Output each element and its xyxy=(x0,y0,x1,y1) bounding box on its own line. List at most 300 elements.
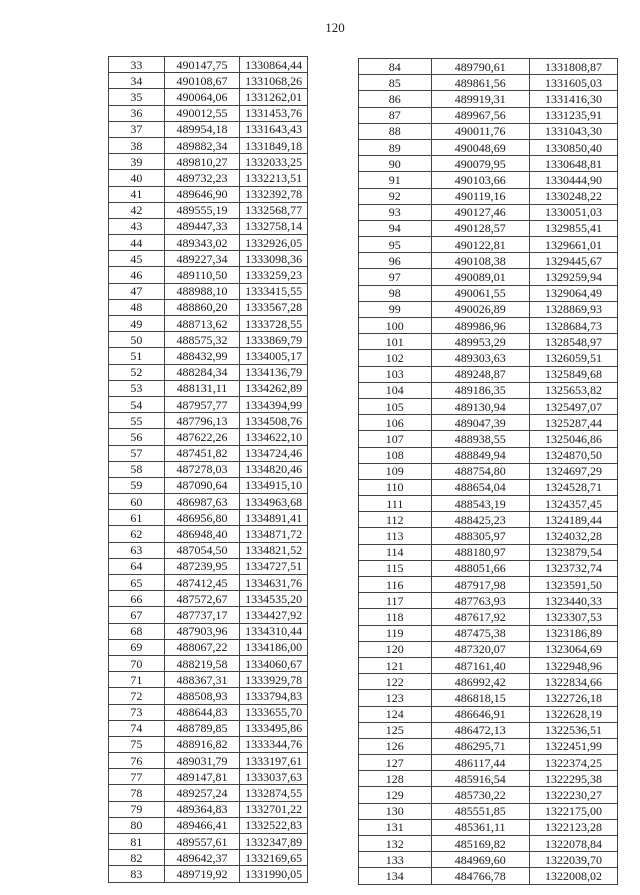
y-coordinate-cell: 1329855,41 xyxy=(529,220,617,236)
table-row xyxy=(109,348,308,364)
y-coordinate-cell: 1332568,77 xyxy=(240,202,308,218)
y-coordinate-cell: 1332213,51 xyxy=(240,170,308,186)
y-coordinate-cell: 1331235,91 xyxy=(529,107,617,123)
y-coordinate-cell: 1328548,97 xyxy=(529,334,617,350)
point-number-cell: 72 xyxy=(109,688,165,704)
y-coordinate-cell: 1322628,19 xyxy=(529,706,617,722)
x-coordinate-cell: 489364,83 xyxy=(164,801,240,817)
x-coordinate-cell: 487903,96 xyxy=(164,623,240,639)
x-coordinate-cell: 488938,55 xyxy=(431,431,529,447)
table-row xyxy=(109,542,308,558)
y-coordinate-cell: 1334535,20 xyxy=(240,591,308,607)
x-coordinate-cell: 489257,24 xyxy=(164,785,240,801)
table-row xyxy=(109,558,308,574)
x-coordinate-cell: 485169,82 xyxy=(431,836,529,852)
x-coordinate-cell: 486818,15 xyxy=(431,690,529,706)
y-coordinate-cell: 1334310,44 xyxy=(240,623,308,639)
x-coordinate-cell: 487320,07 xyxy=(431,641,529,657)
point-number-cell: 64 xyxy=(109,558,165,574)
y-coordinate-cell: 1331605,03 xyxy=(529,75,617,91)
y-coordinate-cell: 1333098,36 xyxy=(240,251,308,267)
table-row xyxy=(109,510,308,526)
y-coordinate-cell: 1334724,46 xyxy=(240,445,308,461)
x-coordinate-cell: 490108,38 xyxy=(431,253,529,269)
table-row xyxy=(359,609,618,625)
table-row xyxy=(359,690,618,706)
y-coordinate-cell: 1334060,67 xyxy=(240,655,308,671)
point-number-cell: 90 xyxy=(359,156,432,172)
table-row xyxy=(359,382,618,398)
table-row xyxy=(109,316,308,332)
x-coordinate-cell: 489882,34 xyxy=(164,137,240,153)
x-coordinate-cell: 488860,20 xyxy=(164,299,240,315)
table-row xyxy=(109,299,308,315)
table-row xyxy=(109,267,308,283)
point-number-cell: 113 xyxy=(359,528,432,544)
table-row xyxy=(359,544,618,560)
x-coordinate-cell: 488713,62 xyxy=(164,316,240,332)
table-row xyxy=(359,836,618,852)
y-coordinate-cell: 1334427,92 xyxy=(240,607,308,623)
table-row xyxy=(109,137,308,153)
y-coordinate-cell: 1330850,40 xyxy=(529,139,617,155)
x-coordinate-cell: 487763,93 xyxy=(431,593,529,609)
x-coordinate-cell: 487622,26 xyxy=(164,429,240,445)
y-coordinate-cell: 1322123,28 xyxy=(529,819,617,835)
table-row xyxy=(359,318,618,334)
table-row xyxy=(359,398,618,414)
point-number-cell: 43 xyxy=(109,218,165,234)
x-coordinate-cell: 489861,56 xyxy=(431,75,529,91)
point-number-cell: 97 xyxy=(359,269,432,285)
x-coordinate-cell: 488849,94 xyxy=(431,447,529,463)
x-coordinate-cell: 487278,03 xyxy=(164,461,240,477)
point-number-cell: 67 xyxy=(109,607,165,623)
point-number-cell: 107 xyxy=(359,431,432,447)
point-number-cell: 42 xyxy=(109,202,165,218)
table-row xyxy=(359,657,618,673)
point-number-cell: 115 xyxy=(359,560,432,576)
point-number-cell: 132 xyxy=(359,836,432,852)
y-coordinate-cell: 1331849,18 xyxy=(240,137,308,153)
y-coordinate-cell: 1334915,10 xyxy=(240,477,308,493)
point-number-cell: 52 xyxy=(109,364,165,380)
y-coordinate-cell: 1323732,74 xyxy=(529,560,617,576)
table-row xyxy=(109,801,308,817)
y-coordinate-cell: 1334727,51 xyxy=(240,558,308,574)
y-coordinate-cell: 1323440,33 xyxy=(529,593,617,609)
table-row xyxy=(109,121,308,137)
point-number-cell: 99 xyxy=(359,301,432,317)
point-number-cell: 105 xyxy=(359,398,432,414)
point-number-cell: 41 xyxy=(109,186,165,202)
point-number-cell: 85 xyxy=(359,75,432,91)
y-coordinate-cell: 1331643,43 xyxy=(240,121,308,137)
table-row xyxy=(359,577,618,593)
table-row xyxy=(109,672,308,688)
point-number-cell: 92 xyxy=(359,188,432,204)
table-row xyxy=(359,253,618,269)
point-number-cell: 69 xyxy=(109,639,165,655)
table-row xyxy=(109,380,308,396)
point-number-cell: 100 xyxy=(359,318,432,334)
table-row xyxy=(359,593,618,609)
x-coordinate-cell: 489147,81 xyxy=(164,769,240,785)
x-coordinate-cell: 485551,85 xyxy=(431,803,529,819)
x-coordinate-cell: 487475,38 xyxy=(431,625,529,641)
y-coordinate-cell: 1325287,44 xyxy=(529,415,617,431)
table-row xyxy=(109,639,308,655)
point-number-cell: 129 xyxy=(359,787,432,803)
x-coordinate-cell: 485730,22 xyxy=(431,787,529,803)
table-row xyxy=(109,202,308,218)
x-coordinate-cell: 486295,71 xyxy=(431,738,529,754)
x-coordinate-cell: 487054,50 xyxy=(164,542,240,558)
table-row xyxy=(109,494,308,510)
y-coordinate-cell: 1324528,71 xyxy=(529,479,617,495)
point-number-cell: 110 xyxy=(359,479,432,495)
y-coordinate-cell: 1334394,99 xyxy=(240,396,308,412)
x-coordinate-cell: 489466,41 xyxy=(164,817,240,833)
x-coordinate-cell: 487451,82 xyxy=(164,445,240,461)
y-coordinate-cell: 1325046,86 xyxy=(529,431,617,447)
point-number-cell: 112 xyxy=(359,512,432,528)
x-coordinate-cell: 488916,82 xyxy=(164,736,240,752)
x-coordinate-cell: 488219,58 xyxy=(164,655,240,671)
point-number-cell: 73 xyxy=(109,704,165,720)
point-number-cell: 53 xyxy=(109,380,165,396)
y-coordinate-cell: 1325497,07 xyxy=(529,398,617,414)
y-coordinate-cell: 1332874,55 xyxy=(240,785,308,801)
x-coordinate-cell: 489447,33 xyxy=(164,218,240,234)
point-number-cell: 93 xyxy=(359,204,432,220)
x-coordinate-cell: 490128,57 xyxy=(431,220,529,236)
table-row xyxy=(109,817,308,833)
point-number-cell: 88 xyxy=(359,123,432,139)
x-coordinate-cell: 485916,54 xyxy=(431,771,529,787)
x-coordinate-cell: 488067,22 xyxy=(164,639,240,655)
table-row xyxy=(359,75,618,91)
point-number-cell: 71 xyxy=(109,672,165,688)
table-row xyxy=(359,738,618,754)
y-coordinate-cell: 1331453,76 xyxy=(240,105,308,121)
point-number-cell: 66 xyxy=(109,591,165,607)
table-row xyxy=(359,674,618,690)
x-coordinate-cell: 489719,92 xyxy=(164,866,240,882)
x-coordinate-cell: 489555,19 xyxy=(164,202,240,218)
y-coordinate-cell: 1334136,79 xyxy=(240,364,308,380)
x-coordinate-cell: 488425,23 xyxy=(431,512,529,528)
table-row xyxy=(109,688,308,704)
x-coordinate-cell: 487917,98 xyxy=(431,577,529,593)
y-coordinate-cell: 1333037,63 xyxy=(240,769,308,785)
coordinates-table-right xyxy=(358,58,618,885)
y-coordinate-cell: 1323064,69 xyxy=(529,641,617,657)
point-number-cell: 46 xyxy=(109,267,165,283)
x-coordinate-cell: 489248,87 xyxy=(431,366,529,382)
x-coordinate-cell: 488644,83 xyxy=(164,704,240,720)
page-number: 120 xyxy=(325,20,345,35)
x-coordinate-cell: 487090,64 xyxy=(164,477,240,493)
table-row xyxy=(109,866,308,882)
y-coordinate-cell: 1331808,87 xyxy=(529,59,617,75)
y-coordinate-cell: 1333495,86 xyxy=(240,720,308,736)
x-coordinate-cell: 489790,61 xyxy=(431,59,529,75)
x-coordinate-cell: 486948,40 xyxy=(164,526,240,542)
table-row xyxy=(109,170,308,186)
x-coordinate-cell: 485361,11 xyxy=(431,819,529,835)
point-number-cell: 121 xyxy=(359,657,432,673)
y-coordinate-cell: 1334963,68 xyxy=(240,494,308,510)
x-coordinate-cell: 487796,13 xyxy=(164,413,240,429)
y-coordinate-cell: 1331043,30 xyxy=(529,123,617,139)
point-number-cell: 78 xyxy=(109,785,165,801)
y-coordinate-cell: 1322834,66 xyxy=(529,674,617,690)
x-coordinate-cell: 488543,19 xyxy=(431,496,529,512)
y-coordinate-cell: 1329259,94 xyxy=(529,269,617,285)
table-row xyxy=(359,528,618,544)
y-coordinate-cell: 1322948,96 xyxy=(529,657,617,673)
y-coordinate-cell: 1325653,82 xyxy=(529,382,617,398)
table-row xyxy=(359,285,618,301)
table-row xyxy=(359,479,618,495)
y-coordinate-cell: 1334820,46 xyxy=(240,461,308,477)
y-coordinate-cell: 1329064,49 xyxy=(529,285,617,301)
table-row xyxy=(359,803,618,819)
point-number-cell: 123 xyxy=(359,690,432,706)
y-coordinate-cell: 1334262,89 xyxy=(240,380,308,396)
y-coordinate-cell: 1333929,78 xyxy=(240,672,308,688)
point-number-cell: 70 xyxy=(109,655,165,671)
table-row xyxy=(359,819,618,835)
point-number-cell: 56 xyxy=(109,429,165,445)
table-row xyxy=(359,722,618,738)
table-row xyxy=(359,188,618,204)
table-row xyxy=(109,591,308,607)
point-number-cell: 44 xyxy=(109,235,165,251)
x-coordinate-cell: 490119,16 xyxy=(431,188,529,204)
x-coordinate-cell: 489919,31 xyxy=(431,91,529,107)
point-number-cell: 36 xyxy=(109,105,165,121)
y-coordinate-cell: 1322230,27 xyxy=(529,787,617,803)
point-number-cell: 83 xyxy=(109,866,165,882)
point-number-cell: 81 xyxy=(109,834,165,850)
y-coordinate-cell: 1333728,55 xyxy=(240,316,308,332)
point-number-cell: 45 xyxy=(109,251,165,267)
table-row xyxy=(359,415,618,431)
coordinates-table-left xyxy=(108,56,308,883)
point-number-cell: 57 xyxy=(109,445,165,461)
y-coordinate-cell: 1326059,51 xyxy=(529,350,617,366)
point-number-cell: 125 xyxy=(359,722,432,738)
point-number-cell: 104 xyxy=(359,382,432,398)
table-row xyxy=(109,89,308,105)
y-coordinate-cell: 1331416,30 xyxy=(529,91,617,107)
point-number-cell: 124 xyxy=(359,706,432,722)
table-row xyxy=(109,785,308,801)
table-row xyxy=(359,868,618,884)
x-coordinate-cell: 490048,69 xyxy=(431,139,529,155)
table-row xyxy=(359,123,618,139)
y-coordinate-cell: 1325849,68 xyxy=(529,366,617,382)
point-number-cell: 111 xyxy=(359,496,432,512)
point-number-cell: 68 xyxy=(109,623,165,639)
x-coordinate-cell: 489642,37 xyxy=(164,850,240,866)
y-coordinate-cell: 1324189,44 xyxy=(529,512,617,528)
y-coordinate-cell: 1329661,01 xyxy=(529,237,617,253)
x-coordinate-cell: 488789,85 xyxy=(164,720,240,736)
x-coordinate-cell: 484969,60 xyxy=(431,852,529,868)
point-number-cell: 106 xyxy=(359,415,432,431)
y-coordinate-cell: 1334508,76 xyxy=(240,413,308,429)
table-row xyxy=(109,154,308,170)
x-coordinate-cell: 488654,04 xyxy=(431,479,529,495)
x-coordinate-cell: 486987,63 xyxy=(164,494,240,510)
y-coordinate-cell: 1322536,51 xyxy=(529,722,617,738)
point-number-cell: 127 xyxy=(359,755,432,771)
table-row xyxy=(109,704,308,720)
point-number-cell: 98 xyxy=(359,285,432,301)
table-row xyxy=(359,706,618,722)
x-coordinate-cell: 489130,94 xyxy=(431,398,529,414)
x-coordinate-cell: 490127,46 xyxy=(431,204,529,220)
y-coordinate-cell: 1322726,18 xyxy=(529,690,617,706)
table-row xyxy=(359,156,618,172)
x-coordinate-cell: 487957,77 xyxy=(164,396,240,412)
point-number-cell: 59 xyxy=(109,477,165,493)
table-row xyxy=(359,107,618,123)
x-coordinate-cell: 490012,55 xyxy=(164,105,240,121)
x-coordinate-cell: 490026,89 xyxy=(431,301,529,317)
table-row xyxy=(359,463,618,479)
point-number-cell: 61 xyxy=(109,510,165,526)
y-coordinate-cell: 1330248,22 xyxy=(529,188,617,204)
x-coordinate-cell: 486472,13 xyxy=(431,722,529,738)
y-coordinate-cell: 1324357,45 xyxy=(529,496,617,512)
table-row xyxy=(109,753,308,769)
table-row xyxy=(109,251,308,267)
x-coordinate-cell: 489557,61 xyxy=(164,834,240,850)
x-coordinate-cell: 489732,23 xyxy=(164,170,240,186)
point-number-cell: 116 xyxy=(359,577,432,593)
y-coordinate-cell: 1331262,01 xyxy=(240,89,308,105)
point-number-cell: 122 xyxy=(359,674,432,690)
point-number-cell: 74 xyxy=(109,720,165,736)
y-coordinate-cell: 1334622,10 xyxy=(240,429,308,445)
y-coordinate-cell: 1328869,93 xyxy=(529,301,617,317)
y-coordinate-cell: 1322078,84 xyxy=(529,836,617,852)
y-coordinate-cell: 1331068,26 xyxy=(240,73,308,89)
table-row xyxy=(109,413,308,429)
table-row xyxy=(109,429,308,445)
x-coordinate-cell: 489967,56 xyxy=(431,107,529,123)
x-coordinate-cell: 490079,95 xyxy=(431,156,529,172)
x-coordinate-cell: 489986,96 xyxy=(431,318,529,334)
table-row xyxy=(359,91,618,107)
x-coordinate-cell: 486992,42 xyxy=(431,674,529,690)
table-row xyxy=(359,350,618,366)
point-number-cell: 131 xyxy=(359,819,432,835)
point-number-cell: 48 xyxy=(109,299,165,315)
x-coordinate-cell: 487617,92 xyxy=(431,609,529,625)
x-coordinate-cell: 487572,67 xyxy=(164,591,240,607)
y-coordinate-cell: 1330444,90 xyxy=(529,172,617,188)
x-coordinate-cell: 488367,31 xyxy=(164,672,240,688)
table-row xyxy=(359,512,618,528)
point-number-cell: 94 xyxy=(359,220,432,236)
table-row xyxy=(359,59,618,75)
point-number-cell: 79 xyxy=(109,801,165,817)
y-coordinate-cell: 1333794,83 xyxy=(240,688,308,704)
table-row xyxy=(359,366,618,382)
table-row xyxy=(109,655,308,671)
table-row xyxy=(359,237,618,253)
x-coordinate-cell: 490064,06 xyxy=(164,89,240,105)
x-coordinate-cell: 489031,79 xyxy=(164,753,240,769)
table-row xyxy=(109,526,308,542)
table-row xyxy=(359,220,618,236)
table-row xyxy=(109,720,308,736)
x-coordinate-cell: 490011,76 xyxy=(431,123,529,139)
point-number-cell: 133 xyxy=(359,852,432,868)
table-row xyxy=(109,850,308,866)
point-number-cell: 34 xyxy=(109,73,165,89)
table-row xyxy=(359,172,618,188)
point-number-cell: 117 xyxy=(359,593,432,609)
y-coordinate-cell: 1331990,05 xyxy=(240,866,308,882)
x-coordinate-cell: 489953,29 xyxy=(431,334,529,350)
table-row xyxy=(359,269,618,285)
x-coordinate-cell: 484766,78 xyxy=(431,868,529,884)
table-row xyxy=(109,769,308,785)
point-number-cell: 128 xyxy=(359,771,432,787)
point-number-cell: 118 xyxy=(359,609,432,625)
y-coordinate-cell: 1332392,78 xyxy=(240,186,308,202)
y-coordinate-cell: 1332701,22 xyxy=(240,801,308,817)
y-coordinate-cell: 1322175,00 xyxy=(529,803,617,819)
y-coordinate-cell: 1332758,14 xyxy=(240,218,308,234)
x-coordinate-cell: 488988,10 xyxy=(164,283,240,299)
y-coordinate-cell: 1333259,23 xyxy=(240,267,308,283)
table-row xyxy=(109,283,308,299)
point-number-cell: 62 xyxy=(109,526,165,542)
table-row xyxy=(109,623,308,639)
x-coordinate-cell: 488575,32 xyxy=(164,332,240,348)
x-coordinate-cell: 487161,40 xyxy=(431,657,529,673)
y-coordinate-cell: 1332926,05 xyxy=(240,235,308,251)
point-number-cell: 86 xyxy=(359,91,432,107)
x-coordinate-cell: 488284,34 xyxy=(164,364,240,380)
table-row xyxy=(359,139,618,155)
y-coordinate-cell: 1330051,03 xyxy=(529,204,617,220)
point-number-cell: 108 xyxy=(359,447,432,463)
y-coordinate-cell: 1334005,17 xyxy=(240,348,308,364)
x-coordinate-cell: 487239,95 xyxy=(164,558,240,574)
point-number-cell: 77 xyxy=(109,769,165,785)
y-coordinate-cell: 1333567,28 xyxy=(240,299,308,315)
point-number-cell: 103 xyxy=(359,366,432,382)
table-row xyxy=(109,364,308,380)
table-row xyxy=(109,332,308,348)
point-number-cell: 119 xyxy=(359,625,432,641)
table-row xyxy=(359,560,618,576)
table-row xyxy=(109,73,308,89)
table-row xyxy=(359,852,618,868)
table-row xyxy=(109,105,308,121)
table-row xyxy=(109,445,308,461)
point-number-cell: 40 xyxy=(109,170,165,186)
x-coordinate-cell: 489343,02 xyxy=(164,235,240,251)
